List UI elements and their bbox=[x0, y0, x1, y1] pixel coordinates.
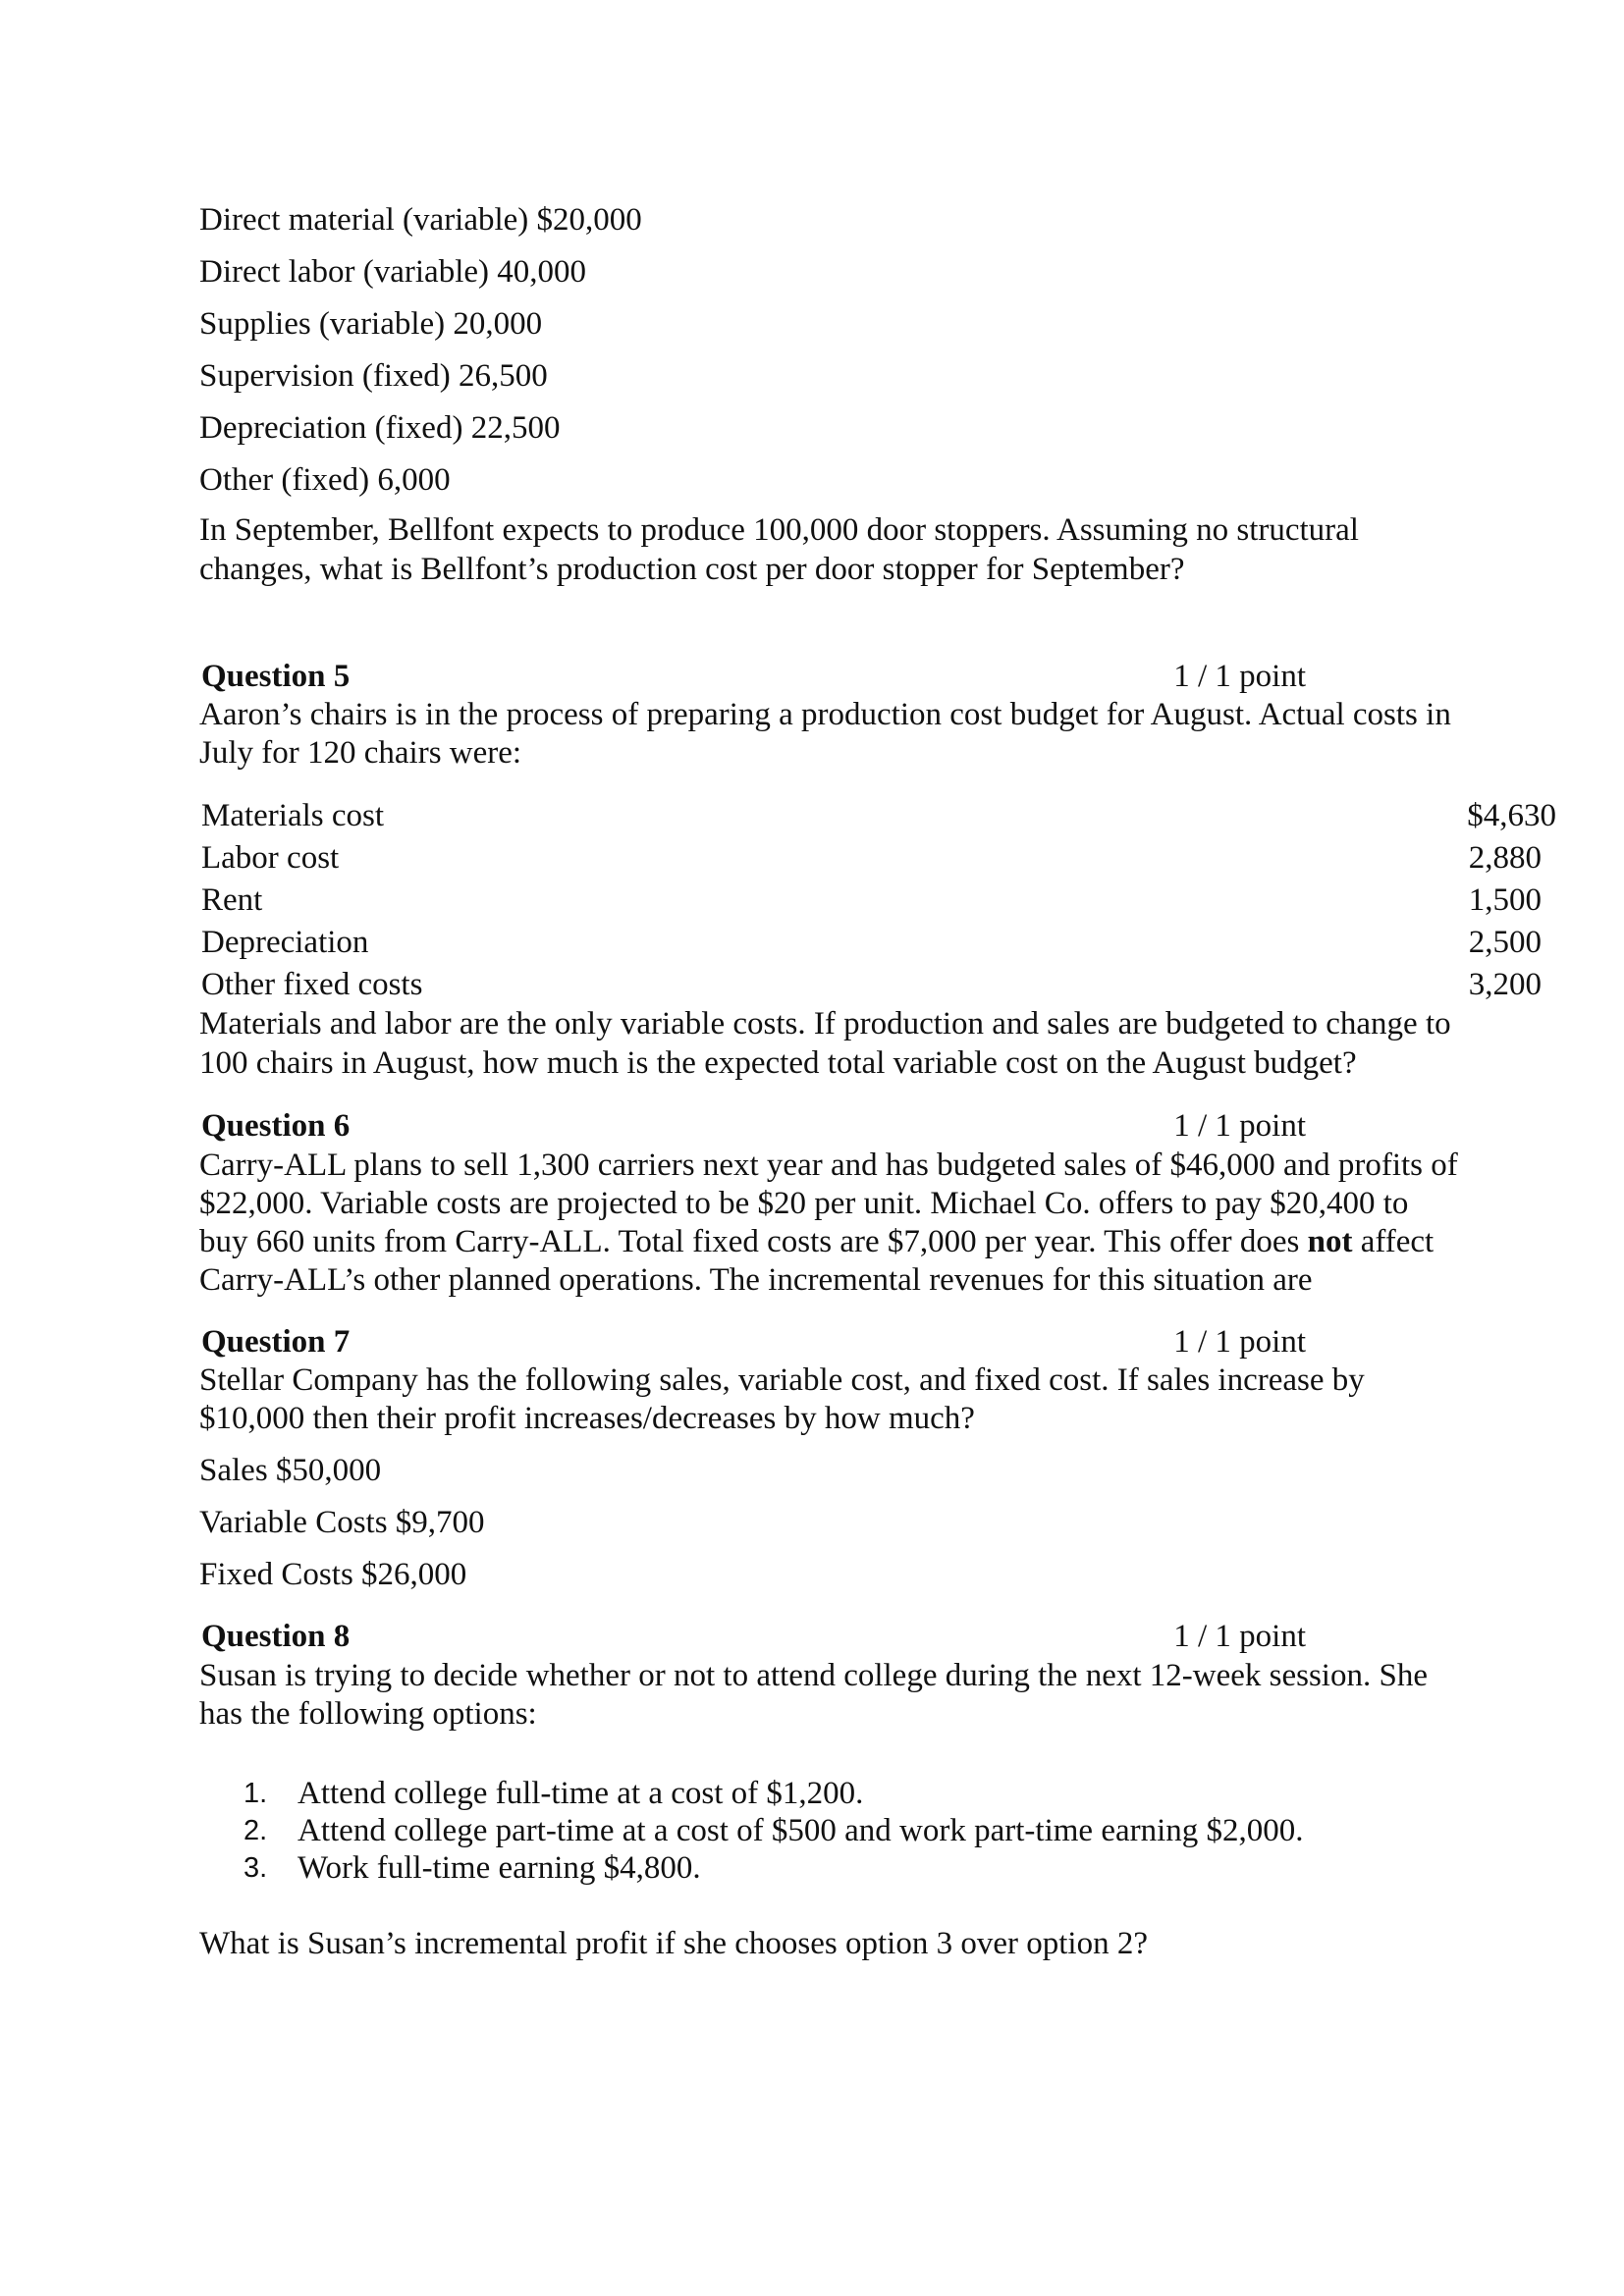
list-item bbox=[244, 1849, 1304, 1887]
table-row bbox=[201, 880, 1542, 922]
row-label: Materials cost bbox=[201, 798, 385, 833]
question-points: 1 / 1 point bbox=[1173, 659, 1306, 694]
table-row bbox=[201, 837, 1542, 880]
question-text-line: July for 120 chairs were: bbox=[199, 735, 522, 771]
intro-line: Depreciation (fixed) 22,500 bbox=[199, 410, 561, 446]
intro-line: Direct labor (variable) 40,000 bbox=[199, 254, 587, 290]
question-text-line: Materials and labor are the only variable costs. If production and sales are budgeted to change to bbox=[199, 1006, 1451, 1041]
row-label: Labor cost bbox=[201, 840, 340, 876]
table-row bbox=[201, 964, 1542, 1006]
question-text-line: $22,000. Variable costs are projected to be $20 per unit. Michael Co. offers to pay $20,400 to bbox=[199, 1186, 1409, 1221]
intro-line: Supplies (variable) 20,000 bbox=[199, 306, 543, 342]
question-title: Question 5 bbox=[201, 659, 351, 694]
list-text: Work full-time earning $4,800. bbox=[298, 1850, 701, 1886]
question-points: 1 / 1 point bbox=[1173, 1108, 1306, 1144]
question-item: Fixed Costs $26,000 bbox=[199, 1557, 467, 1592]
question-title: Question 7 bbox=[201, 1324, 351, 1360]
intro-line: Other (fixed) 6,000 bbox=[199, 462, 451, 498]
question-text-line: Stellar Company has the following sales, variable cost, and fixed cost. If sales increase by bbox=[199, 1362, 1365, 1398]
text-segment: buy 660 units from Carry-ALL. Total fixed costs are $7,000 per year. This offer does bbox=[199, 1224, 1308, 1259]
intro-question-line: changes, what is Bellfont’s production cost per door stopper for September? bbox=[199, 552, 1185, 587]
list-text: Attend college part-time at a cost of $500 and work part-time earning $2,000. bbox=[298, 1813, 1304, 1848]
row-label: Other fixed costs bbox=[201, 967, 423, 1002]
question-text-line: What is Susan’s incremental profit if she chooses option 3 over option 2? bbox=[199, 1926, 1148, 1961]
question-text-line: Carry-ALL’s other planned operations. The incremental revenues for this situation are bbox=[199, 1262, 1313, 1298]
question-text-line: $10,000 then their profit increases/decreases by how much? bbox=[199, 1401, 975, 1436]
question-text-line: Aaron’s chairs is in the process of preparing a production cost budget for August. Actual costs in bbox=[199, 697, 1451, 732]
row-value: $4,630 bbox=[1467, 798, 1556, 833]
list-number: 2. bbox=[244, 1815, 268, 1846]
question-title: Question 6 bbox=[201, 1108, 351, 1144]
question-title: Question 8 bbox=[201, 1619, 351, 1654]
intro-line: Direct material (variable) $20,000 bbox=[199, 202, 642, 238]
text-segment: affect bbox=[1352, 1224, 1435, 1259]
question-points: 1 / 1 point bbox=[1173, 1619, 1306, 1654]
row-value: 3,200 bbox=[1468, 967, 1542, 1002]
question-points: 1 / 1 point bbox=[1173, 1324, 1306, 1360]
options-list bbox=[244, 1775, 1304, 1887]
table-row bbox=[201, 795, 1556, 837]
question-5-header bbox=[201, 658, 1306, 695]
table-row bbox=[201, 922, 1542, 964]
question-text-line: Susan is trying to decide whether or not to attend college during the next 12-week session. She bbox=[199, 1658, 1428, 1693]
list-item bbox=[244, 1775, 1304, 1812]
question-text-line bbox=[199, 1223, 1434, 1260]
question-6-header bbox=[201, 1107, 1306, 1145]
question-item: Variable Costs $9,700 bbox=[199, 1505, 485, 1540]
question-text-line: has the following options: bbox=[199, 1696, 537, 1732]
intro-line: Supervision (fixed) 26,500 bbox=[199, 358, 548, 394]
row-value: 2,500 bbox=[1468, 925, 1542, 960]
row-value: 1,500 bbox=[1468, 882, 1542, 918]
cost-table bbox=[201, 795, 1556, 1006]
list-item bbox=[244, 1812, 1304, 1849]
list-number: 1. bbox=[244, 1778, 268, 1809]
emphasis-not: not bbox=[1307, 1224, 1353, 1259]
row-label: Depreciation bbox=[201, 925, 369, 960]
question-text-line: Carry-ALL plans to sell 1,300 carriers next year and has budgeted sales of $46,000 and profits of bbox=[199, 1148, 1458, 1183]
row-label: Rent bbox=[201, 882, 263, 918]
question-8-header bbox=[201, 1618, 1306, 1655]
list-number: 3. bbox=[244, 1852, 268, 1884]
question-7-header bbox=[201, 1323, 1306, 1361]
intro-question-line: In September, Bellfont expects to produce 100,000 door stoppers. Assuming no structural bbox=[199, 512, 1359, 548]
list-text: Attend college full-time at a cost of $1,200. bbox=[298, 1776, 864, 1811]
row-value: 2,880 bbox=[1468, 840, 1542, 876]
question-text-line: 100 chairs in August, how much is the expected total variable cost on the August budget? bbox=[199, 1045, 1357, 1081]
question-item: Sales $50,000 bbox=[199, 1453, 382, 1488]
